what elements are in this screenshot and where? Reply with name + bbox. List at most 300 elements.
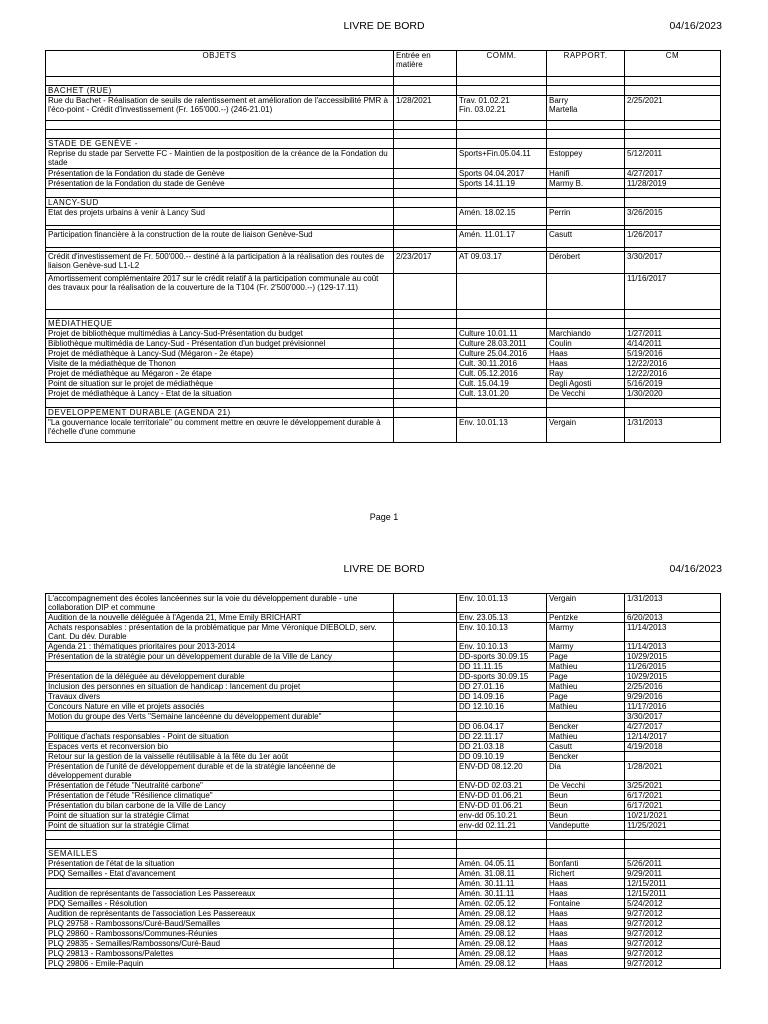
table-row [46,652,721,662]
cell-cm: 9/29/2016 [625,692,721,702]
cell-entree [394,949,457,959]
cell-comm: Amén. 29.08.12 [457,939,547,949]
cell-rapport: Haas [547,879,625,889]
cell-rapport: Bonfanti [547,859,625,869]
cell-objet: Agenda 21 : thématiques prioritaires pour 2013-2014 [46,642,394,652]
cell-cm: 9/27/2012 [625,909,721,919]
cell-objet: DEVELOPPEMENT DURABLE (AGENDA 21) [46,408,394,418]
cell-comm [457,310,547,319]
table-row [46,179,721,189]
table-row [46,389,721,399]
cell-rapport: Fontaine [547,899,625,909]
cell-objet: LANCY-SUD [46,198,394,208]
blank-row [46,310,721,319]
cell-entree [394,889,457,899]
cell-cm: 1/30/2020 [625,389,721,399]
table-row [46,149,721,169]
cell-comm: env-dd 05.10.21 [457,811,547,821]
cell-cm [625,399,721,408]
cell-cm: 11/14/2013 [625,623,721,642]
cell-entree [394,791,457,801]
cell-comm: DD 12.10.16 [457,702,547,712]
cell-rapport: Pentzke [547,613,625,623]
blank-row [46,831,721,840]
cell-entree [394,349,457,359]
cell-cm: 12/15/2011 [625,889,721,899]
cell-entree [394,594,457,613]
table-row [46,169,721,179]
cell-cm: 11/14/2013 [625,642,721,652]
table-row [46,722,721,732]
table-row [46,949,721,959]
cell-comm [457,77,547,86]
cell-rapport [547,408,625,418]
cell-comm: Env. 10.10.13 [457,642,547,652]
cell-entree [394,762,457,781]
cell-rapport [547,121,625,130]
cell-comm: DD-sports 30.09.15 [457,652,547,662]
cell-entree [394,230,457,248]
table-row [46,339,721,349]
cell-comm: Amén. 29.08.12 [457,929,547,939]
column-header-comm: COMM. [457,51,547,77]
cell-objet: Participation financière à la construction de la route de liaison Genève-Sud [46,230,394,248]
cell-objet [46,130,394,139]
table-row [46,929,721,939]
cell-cm: 11/28/2019 [625,179,721,189]
cell-entree [394,929,457,939]
cell-rapport: De Vecchi [547,781,625,791]
cell-objet: Bibliothèque multimédia de Lancy-Sud - Présentation d'un budget prévisionnel [46,339,394,349]
cell-rapport: Page [547,692,625,702]
cell-objet: Présentation de l'état de la situation [46,859,394,869]
cell-cm: 4/14/2011 [625,339,721,349]
cell-rapport: Page [547,652,625,662]
table-row [46,96,721,121]
cell-cm: 2/25/2016 [625,682,721,692]
cell-objet [46,840,394,849]
cell-comm: Sports 04.04.2017 [457,169,547,179]
cell-cm: 4/27/2017 [625,169,721,179]
cell-comm: Env. 10.01.13 [457,594,547,613]
table-row [46,208,721,226]
cell-entree [394,682,457,692]
table-row [46,662,721,672]
cell-comm [457,274,547,310]
table-row [46,418,721,443]
cell-comm [457,831,547,840]
cell-rapport: Casutt [547,742,625,752]
cell-comm: DD 09.10.19 [457,752,547,762]
cell-comm: Sports+Fin.05.04.11 [457,149,547,169]
cell-objet [46,399,394,408]
cell-entree [394,849,457,859]
cell-entree [394,399,457,408]
cell-rapport: Haas [547,949,625,959]
cell-entree [394,899,457,909]
cell-entree [394,169,457,179]
cell-comm: DD 14.09.16 [457,692,547,702]
cell-cm: 3/25/2021 [625,781,721,791]
table-row [46,781,721,791]
cell-entree [394,329,457,339]
cell-objet: Concours Nature en ville et projets associés [46,702,394,712]
table-row [46,702,721,712]
section-header-row [46,849,721,859]
cell-rapport: Casutt [547,230,625,248]
cell-rapport [547,130,625,139]
cell-cm [625,752,721,762]
cell-comm: Cult. 13.01.20 [457,389,547,399]
cell-cm [625,198,721,208]
cell-entree [394,179,457,189]
cell-cm: 5/19/2016 [625,349,721,359]
cell-objet: Présentation de la déléguée au développement durable [46,672,394,682]
cell-comm: DD 21.03.18 [457,742,547,752]
cell-objet: Etat des projets urbains à venir à Lancy Sud [46,208,394,226]
cell-comm: Amén. 02.05.12 [457,899,547,909]
print-date: 04/16/2023 [669,563,722,575]
cell-cm [625,139,721,149]
cell-cm: 9/27/2012 [625,939,721,949]
cell-entree [394,642,457,652]
cell-objet: Point de situation sur la stratégie Climat [46,811,394,821]
cell-rapport: Haas [547,939,625,949]
cell-entree [394,319,457,329]
table-row [46,712,721,722]
cell-rapport: Bencker [547,752,625,762]
cell-entree [394,130,457,139]
table-row [46,692,721,702]
table-row [46,623,721,642]
cell-comm [457,130,547,139]
cell-comm: Env. 23.05.13 [457,613,547,623]
table-row [46,879,721,889]
cell-entree [394,752,457,762]
cell-objet: Motion du groupe des Verts "Semaine lancéenne du développement durable" [46,712,394,722]
column-header-row [46,51,721,77]
cell-comm [457,319,547,329]
table-row [46,642,721,652]
cell-entree [394,379,457,389]
cell-rapport: Page [547,672,625,682]
cell-objet: Présentation de l'étude "Résilience climatique" [46,791,394,801]
cell-entree [394,389,457,399]
cell-rapport: Beun [547,801,625,811]
cell-rapport: Haas [547,919,625,929]
cell-objet: Retour sur la gestion de la vaisselle réutilisable à la fête du 1er août [46,752,394,762]
cell-rapport: Haas [547,889,625,899]
table-row [46,252,721,274]
table-row [46,369,721,379]
cell-objet: Espaces verts et reconversion bio [46,742,394,752]
cell-comm [457,198,547,208]
table-row [46,889,721,899]
blank-row [46,840,721,849]
column-header-cm: CM [625,51,721,77]
cell-objet: Point de situation sur le projet de médiathèque [46,379,394,389]
table-row [46,682,721,692]
cell-rapport: Coulin [547,339,625,349]
cell-cm: 1/27/2011 [625,329,721,339]
cell-cm: 1/31/2013 [625,594,721,613]
column-header-objets: OBJETS [46,51,394,77]
cell-cm: 11/17/2016 [625,702,721,712]
cell-objet: MÉDIATHEQUE [46,319,394,329]
livre-table [45,593,721,969]
table-row [46,821,721,831]
cell-cm: 9/29/2011 [625,869,721,879]
table-row [46,274,721,310]
cell-rapport: Dérobert [547,252,625,274]
cell-comm [457,840,547,849]
cell-entree [394,86,457,96]
table-row [46,672,721,682]
cell-rapport: Marmy [547,642,625,652]
cell-objet: Projet de médiathèque à Lancy-Sud (Mégaron - 2e étape) [46,349,394,359]
cell-cm: 5/26/2011 [625,859,721,869]
cell-comm [457,86,547,96]
cell-objet: PDQ Semailles - Etat d'avancement [46,869,394,879]
cell-entree [394,339,457,349]
cell-cm: 6/17/2021 [625,801,721,811]
cell-cm: 5/24/2012 [625,899,721,909]
cell-cm: 9/27/2012 [625,949,721,959]
cell-rapport: Mathieu [547,732,625,742]
cell-comm: Amén. 30.11.11 [457,879,547,889]
cell-objet: BACHET (RUE) [46,86,394,96]
cell-comm: DD-sports 30.09.15 [457,672,547,682]
cell-rapport [547,189,625,198]
table-row [46,359,721,369]
cell-comm: Culture 28.03.2011 [457,339,547,349]
blank-row [46,399,721,408]
cell-comm [457,189,547,198]
section-header-row [46,319,721,329]
cell-rapport [547,712,625,722]
cell-rapport: Mathieu [547,662,625,672]
cell-comm [457,849,547,859]
blank-row [46,121,721,130]
cell-entree [394,732,457,742]
cell-comm: ENV-DD 01.06.21 [457,801,547,811]
cell-comm: ENV-DD 02.03.21 [457,781,547,791]
cell-cm: 10/29/2015 [625,652,721,662]
cell-objet [46,662,394,672]
cell-entree [394,418,457,443]
cell-entree [394,208,457,226]
cell-objet [46,879,394,889]
cell-objet [46,77,394,86]
cell-objet: Projet de médiathèque au Mégaron - 2e étape [46,369,394,379]
table-row [46,859,721,869]
cell-comm: Culture 25.04.2016 [457,349,547,359]
section-header-row [46,408,721,418]
table-row [46,801,721,811]
cell-objet: Projet de bibliothèque multimédias à Lancy-Sud-Présentation du budget [46,329,394,339]
cell-entree [394,662,457,672]
cell-cm: 1/28/2021 [625,762,721,781]
cell-comm: Cult. 05.12.2016 [457,369,547,379]
cell-objet: Présentation de la Fondation du stade de Genève [46,169,394,179]
section-header-row [46,86,721,96]
cell-comm: Amén. 29.08.12 [457,959,547,969]
cell-objet: Crédit d'investissement de Fr. 500'000.-- destiné à la participation à la réalisation des routes de liaison Genève-sud L1-L2 [46,252,394,274]
cell-comm: Amén. 29.08.12 [457,919,547,929]
table-row [46,732,721,742]
cell-entree [394,840,457,849]
cell-entree: 1/28/2021 [394,96,457,121]
cell-comm: Env. 10.01.13 [457,418,547,443]
blank-row [46,77,721,86]
table-row [46,762,721,781]
cell-entree [394,909,457,919]
cell-comm: ENV-DD 08.12.20 [457,762,547,781]
cell-cm [625,849,721,859]
cell-objet: Audition de représentants de l'association Les Passereaux [46,889,394,899]
cell-rapport: Vergain [547,594,625,613]
cell-objet [46,310,394,319]
cell-comm: Amén. 29.08.12 [457,949,547,959]
table-row [46,594,721,613]
cell-entree [394,359,457,369]
cell-rapport [547,840,625,849]
cell-entree [394,274,457,310]
cell-cm: 1/31/2013 [625,418,721,443]
cell-objet: PLQ 29835 - Semailles/Rambossons/Curé-Baud [46,939,394,949]
cell-cm: 3/30/2017 [625,712,721,722]
cell-objet: Point de situation sur la stratégie Climat [46,821,394,831]
table-row [46,379,721,389]
cell-comm: env-dd 02.11.21 [457,821,547,831]
cell-rapport: Haas [547,959,625,969]
page-2 [0,548,768,1024]
section-header-row [46,198,721,208]
cell-rapport: Mathieu [547,682,625,692]
cell-rapport: De Vecchi [547,389,625,399]
cell-cm [625,121,721,130]
cell-objet: Présentation de la stratégie pour un développement durable de la Ville de Lancy [46,652,394,662]
cell-comm: Culture 10.01.11 [457,329,547,339]
table-row [46,919,721,929]
cell-cm: 6/20/2013 [625,613,721,623]
table-row [46,752,721,762]
cell-entree [394,801,457,811]
cell-rapport [547,849,625,859]
cell-entree [394,821,457,831]
cell-comm: Sports 14.11.19 [457,179,547,189]
blank-row [46,130,721,139]
cell-entree [394,672,457,682]
cell-objet: STADE DE GENÈVE - [46,139,394,149]
cell-objet: PLQ 29860 - Rambossons/Communes-Réunies [46,929,394,939]
cell-rapport: Vergain [547,418,625,443]
cell-objet: Achats responsables : présentation de la problématique par Mme Véronique DIEBOLD, serv. Cant. Du dév. Durable [46,623,394,642]
cell-entree [394,121,457,130]
table-row [46,613,721,623]
table-row [46,230,721,248]
cell-entree [394,613,457,623]
cell-comm [457,139,547,149]
table-row [46,899,721,909]
cell-cm: 11/16/2017 [625,274,721,310]
cell-cm: 10/21/2021 [625,811,721,821]
cell-cm [625,86,721,96]
cell-cm: 12/14/2017 [625,732,721,742]
cell-rapport: Ray [547,369,625,379]
cell-cm: 5/12/2011 [625,149,721,169]
cell-entree [394,869,457,879]
cell-rapport [547,310,625,319]
cell-comm: Cult. 15.04.19 [457,379,547,389]
cell-cm: 9/27/2012 [625,929,721,939]
cell-rapport: Richert [547,869,625,879]
table-row [46,959,721,969]
cell-cm [625,840,721,849]
cell-cm: 3/30/2017 [625,252,721,274]
cell-rapport: Marchiando [547,329,625,339]
cell-cm: 1/26/2017 [625,230,721,248]
cell-cm: 6/17/2021 [625,791,721,801]
cell-rapport: Marmy B. [547,179,625,189]
cell-objet: PLQ 29758 - Rambossons/Curé-Baud/Semailles [46,919,394,929]
cell-comm: AT 09.03.17 [457,252,547,274]
cell-rapport: Haas [547,929,625,939]
cell-objet: Inclusion des personnes en situation de handicap : lancement du projet [46,682,394,692]
cell-rapport: Vandeputte [547,821,625,831]
cell-objet: Amortissement complémentaire 2017 sur le crédit relatif à la participation communale au coût des travaux pour la réalisation de la couverture de la T104 (Fr. 2'500'000.--) (129-17.11) [46,274,394,310]
column-header-rapport: RAPPORT. [547,51,625,77]
cell-cm: 12/15/2011 [625,879,721,889]
cell-rapport [547,198,625,208]
cell-comm: Trav. 01.02.21 Fin. 03.02.21 [457,96,547,121]
cell-comm: DD 22.11.17 [457,732,547,742]
cell-cm [625,189,721,198]
cell-rapport: Marmy [547,623,625,642]
cell-entree: 2/23/2017 [394,252,457,274]
cell-rapport: Beun [547,811,625,821]
cell-entree [394,879,457,889]
cell-entree [394,189,457,198]
cell-objet: Présentation de l'étude "Neutralité carbone" [46,781,394,791]
cell-entree [394,859,457,869]
cell-rapport: Perrin [547,208,625,226]
cell-entree [394,408,457,418]
cell-cm: 4/19/2018 [625,742,721,752]
cell-objet: PLQ 29813 - Rambossons/Palettes [46,949,394,959]
cell-comm: Amén. 11.01.17 [457,230,547,248]
cell-rapport: Haas [547,909,625,919]
cell-comm [457,121,547,130]
cell-entree [394,959,457,969]
cell-comm: ENV-DD 01.06.21 [457,791,547,801]
cell-objet: SEMAILLES [46,849,394,859]
column-header-entree: Entrée en matière [394,51,457,77]
cell-comm: Amén. 18.02.15 [457,208,547,226]
cell-cm: 11/25/2021 [625,821,721,831]
cell-comm: Env. 10.10.13 [457,623,547,642]
cell-entree [394,77,457,86]
page-title: LIVRE DE BORD [343,20,425,32]
cell-entree [394,831,457,840]
cell-rapport: Barry Martella [547,96,625,121]
cell-rapport: Mathieu [547,702,625,712]
livre-table [45,50,721,443]
cell-entree [394,652,457,662]
table-row [46,811,721,821]
cell-comm: Amén. 29.08.12 [457,909,547,919]
cell-cm: 4/27/2017 [625,722,721,732]
